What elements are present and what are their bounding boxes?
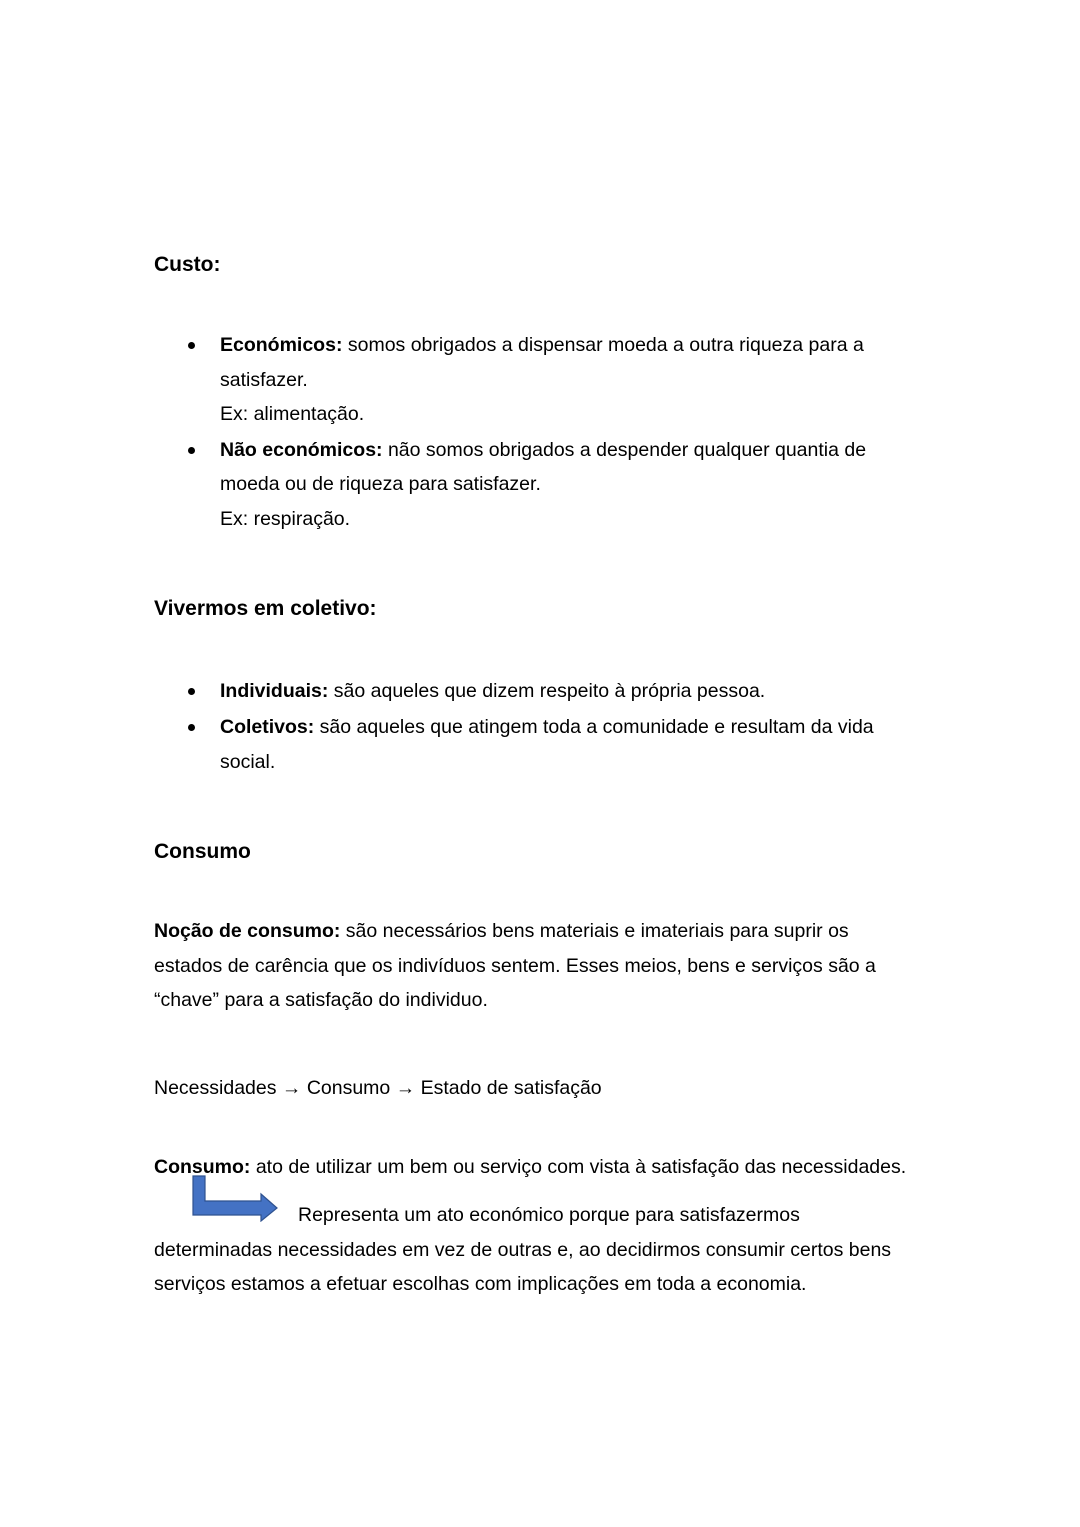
heading-vivermos-em-coletivo: Vivermos em coletivo:: [154, 597, 377, 620]
list-item-economicos: [220, 333, 864, 357]
heading-consumo: Consumo: [154, 840, 251, 863]
flow-necessidades-consumo-satisfacao: Necessidades → Consumo → Estado de satisfação: [154, 1077, 602, 1099]
definition-text: não somos obrigados a despender qualquer quantia de: [382, 439, 867, 461]
bullet-icon: [188, 342, 195, 349]
list-item-nao-economicos: [220, 438, 866, 462]
term: Coletivos:: [220, 716, 315, 738]
term: Consumo:: [154, 1156, 251, 1178]
list-item-coletivos: [220, 715, 874, 739]
bullet-icon: [188, 724, 195, 731]
term: Noção de consumo:: [154, 920, 341, 942]
term: Económicos:: [220, 334, 343, 356]
definition-text: ato de utilizar um bem ou serviço com vista à satisfação das necessidades.: [250, 1156, 907, 1178]
definition-text: são aqueles que atingem toda a comunidade e resultam da vida: [314, 716, 874, 738]
list-item-continuation: social.: [220, 751, 276, 773]
list-item-continuation: moeda ou de riqueza para satisfazer.: [220, 473, 541, 495]
explanation-line: serviços estamos a efetuar escolhas com implicações em toda a economia.: [154, 1273, 807, 1295]
example-text: Ex: alimentação.: [220, 403, 365, 425]
definition-text: somos obrigados a dispensar moeda a outra riqueza para a: [342, 334, 864, 356]
bent-arrow-icon: [190, 1174, 282, 1222]
heading-custo: Custo:: [154, 253, 221, 276]
term: Individuais:: [220, 680, 329, 702]
term: Não económicos:: [220, 439, 383, 461]
nocao-de-consumo-paragraph: [154, 919, 849, 943]
list-item-continuation: satisfazer.: [220, 369, 308, 391]
paragraph-line: “chave” para a satisfação do individuo.: [154, 989, 488, 1011]
bullet-icon: [188, 447, 195, 454]
example-text: Ex: respiração.: [220, 508, 351, 530]
list-item-individuais: [220, 679, 765, 703]
bullet-icon: [188, 688, 195, 695]
explanation-line: determinadas necessidades em vez de outras e, ao decidirmos consumir certos bens: [154, 1239, 892, 1261]
paragraph-line: estados de carência que os indivíduos sentem. Esses meios, bens e serviços são a: [154, 955, 876, 977]
paragraph-text: são necessários bens materiais e imateriais para suprir os: [340, 920, 849, 942]
definition-text: são aqueles que dizem respeito à própria pessoa.: [328, 680, 766, 702]
explanation-line: Representa um ato económico porque para satisfazermos: [298, 1204, 800, 1226]
